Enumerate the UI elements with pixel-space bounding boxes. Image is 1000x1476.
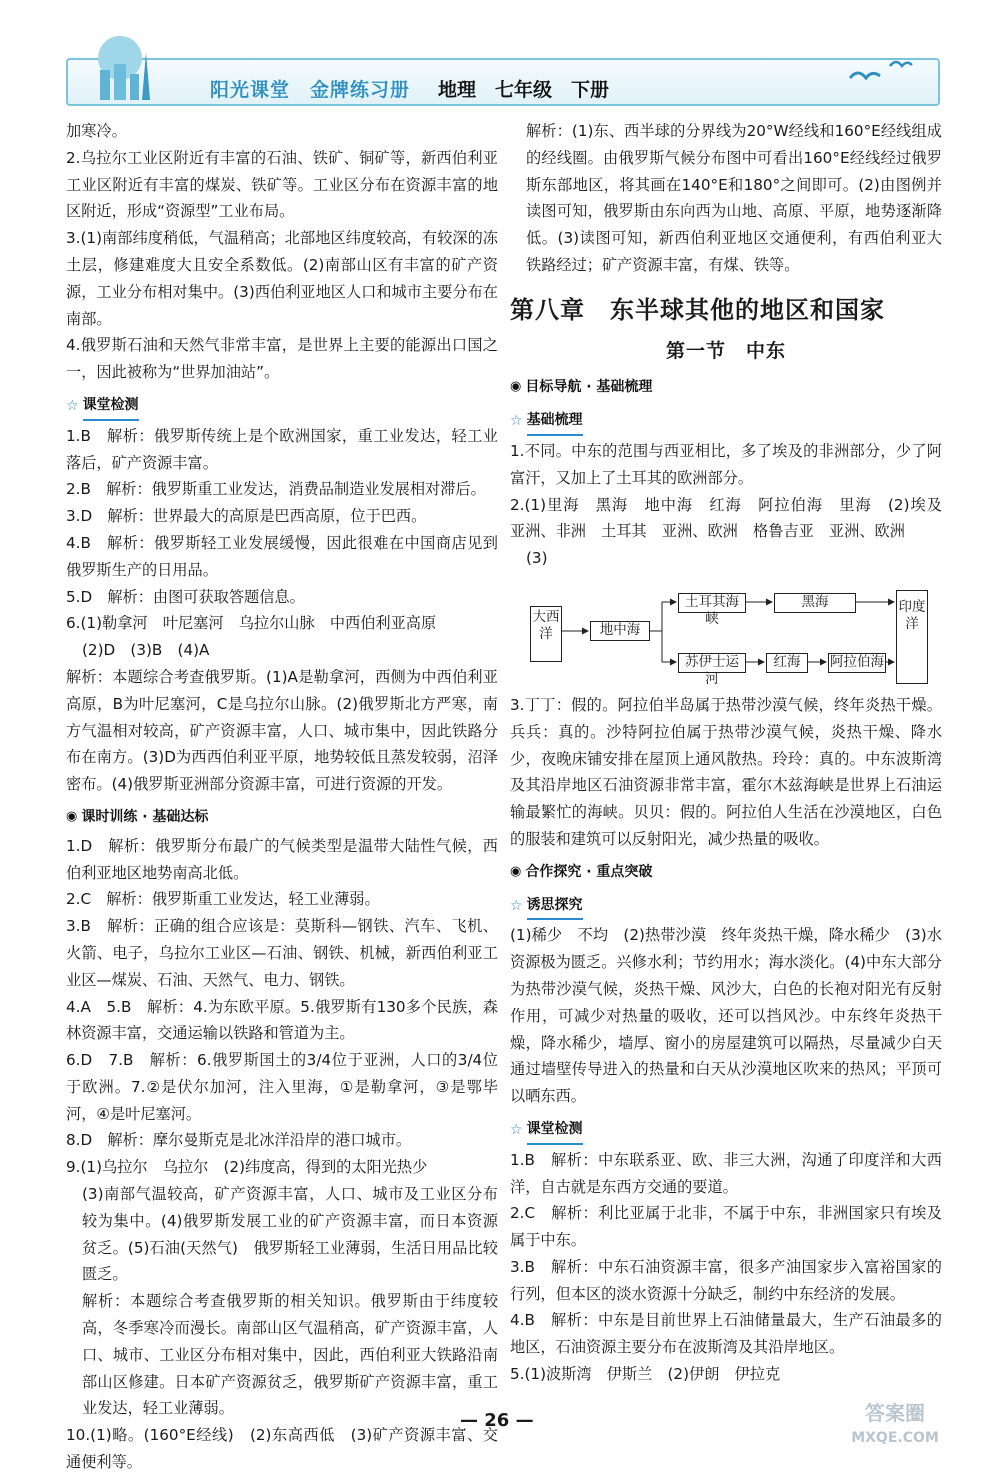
answer-text: 解析：(1)东、西半球的分界线为20°W经线和160°E经线组成的经线圈。由俄罗斯气候分布图中可看出160°E经线经过俄罗斯东部地区，将其画在140°E和180°之间即可。(2)由图例并读图可知，俄罗斯由东向西为山地、高原、平原，地势逐渐降低。(3)读图可知，新西伯利亚地区交通便利，有西伯利亚大铁路经过；矿产资源丰富，有煤、铁等。 bbox=[526, 122, 942, 274]
section-heading: ☆ 课堂检测 bbox=[66, 392, 498, 421]
answer-text: (2)D (3)B (4)A bbox=[82, 641, 210, 660]
section-heading: ◉ 课时训练 · 基础达标 bbox=[66, 804, 498, 831]
flow-node-atlantic: 大西洋 bbox=[530, 606, 562, 662]
answer-text: 2.B 解析：俄罗斯重工业发达，消费品制造业发展相对滞后。 bbox=[66, 480, 486, 499]
flow-node-suez-canal: 苏伊士运河 bbox=[678, 653, 746, 673]
answer-text: 2.(1)里海 黑海 地中海 红海 阿拉伯海 里海 (2)埃及 亚洲、非洲 土耳其 亚洲、欧洲 格鲁吉亚 亚洲、欧洲 bbox=[510, 495, 958, 541]
answer-text: 5.(1)波斯湾 伊斯兰 (2)伊朗 伊拉克 bbox=[510, 1365, 781, 1384]
route-flow-diagram bbox=[510, 576, 930, 686]
answer-text: 10.(1)略。(160°E经线) (2)东高西低 (3)矿产资源丰富、交通便利等。 bbox=[66, 1426, 498, 1472]
chapter-title: 第八章 东半球其他的地区和国家 bbox=[510, 295, 885, 324]
star-icon: ☆ bbox=[510, 413, 523, 430]
answer-text: 3.丁丁：假的。阿拉伯半岛属于热带沙漠气候，终年炎热干燥。兵兵：真的。沙特阿拉伯属于热带沙漠气候，炎热干燥、降水少，夜晚床铺安排在屋顶上通风散热。玲玲：真的。中东波斯湾及其沿岸地区石油资源非常丰富，霍尔木兹海峡是世界上石油运输最繁忙的海峡。贝贝：假的。阿拉伯人生活在沙漠地区，白色的服装和建筑可以反射阳光，减少热量的吸收。 bbox=[510, 695, 942, 848]
brand-title bbox=[210, 75, 410, 102]
star-icon: ☆ bbox=[66, 397, 79, 414]
answer-text: 4.俄罗斯石油和天然气非常丰富，是世界上主要的能源出口国之一，因此被称为“世界加油站”。 bbox=[66, 336, 498, 382]
page-number: — 26 — bbox=[460, 1410, 534, 1431]
answer-text: 1.B 解析：俄罗斯传统上是个欧洲国家，重工业发达，轻工业落后，矿产资源丰富。 bbox=[66, 426, 498, 472]
section-heading: ◉ 合作探究 · 重点突破 bbox=[510, 859, 942, 886]
answer-text: 1.B 解析：中东联系亚、欧、非三大洲，沟通了印度洋和大西洋，自古就是东西方交通的要道。 bbox=[510, 1150, 942, 1196]
lighthouse-decoration bbox=[80, 30, 230, 102]
answer-text: 2.乌拉尔工业区附近有丰富的石油、铁矿、铜矿等，新西伯利亚工业区附近有丰富的煤炭、铁矿等。工业区分布在资源丰富的地区附近，形成“资源型”工业布局。 bbox=[66, 148, 498, 221]
answer-text: 4.B 解析：俄罗斯轻工业发展缓慢，因此很难在中国商店见到俄罗斯生产的日用品。 bbox=[66, 533, 498, 579]
book-icon: ◉ bbox=[510, 863, 522, 879]
answer-text: 6.(1)勒拿河 叶尼塞河 乌拉尔山脉 中西伯利亚高原 bbox=[66, 614, 437, 633]
answer-text: 4.A 5.B 解析：4.为东欧平原。5.俄罗斯有130多个民族，森林资源丰富，交通运输以铁路和管道为主。 bbox=[66, 997, 498, 1043]
section-heading: ◉ 目标导航 · 基础梳理 bbox=[510, 374, 942, 401]
answer-text: (3) bbox=[526, 549, 548, 568]
answer-text: 2.C 解析：俄罗斯重工业发达，轻工业薄弱。 bbox=[66, 890, 380, 909]
section-heading: ☆ 课堂检测 bbox=[510, 1116, 942, 1145]
watermark-logo bbox=[820, 1390, 970, 1450]
flow-node-turkish-straits: 土耳其海峡 bbox=[678, 593, 746, 613]
flow-node-indian-ocean: 印度洋 bbox=[896, 590, 928, 684]
flow-node-black-sea: 黑海 bbox=[774, 593, 856, 613]
svg-text:MXQE.COM: MXQE.COM bbox=[851, 1430, 939, 1446]
book-icon: ◉ bbox=[66, 808, 78, 824]
svg-text:答案圈: 答案圈 bbox=[865, 1401, 925, 1425]
answer-text: 1.D 解析：俄罗斯分布最广的气候类型是温带大陆性气候，西伯利亚地区地势南高北低。 bbox=[66, 836, 498, 882]
star-icon: ☆ bbox=[510, 1121, 523, 1138]
section-title: 第一节 中东 bbox=[665, 339, 786, 362]
answer-text: 解析：本题综合考查俄罗斯的相关知识。俄罗斯由于纬度较高，冬季寒冷而漫长。南部山区气温稍高，矿产资源丰富，人口、城市、工业区分布相对集中，因此，西伯利亚大铁路沿南部山区修建。日本矿产资源贫乏，俄罗斯矿产资源丰富，重工业发达，轻工业薄弱。 bbox=[82, 1292, 498, 1418]
section-heading: ☆ 诱思探究 bbox=[510, 892, 942, 921]
answer-text: 5.D 解析：由图可获取答题信息。 bbox=[66, 587, 305, 606]
answer-text: 6.D 7.B 解析：6.俄罗斯国土的3/4位于亚洲，人口的3/4位于欧洲。7.②是伏尔加河，注入里海，①是勒拿河，③是鄂毕河，④是叶尼塞河。 bbox=[66, 1051, 498, 1123]
answer-text: 3.(1)南部纬度稍低，气温稍高；北部地区纬度较高，有较深的冻土层，修建难度大且安全系数低。(2)南部山区有丰富的矿产资源，工业分布相对集中。(3)西伯利亚地区人口和城市主要分布在南部。 bbox=[66, 229, 498, 328]
flow-node-arabian-sea: 阿拉伯海 bbox=[828, 653, 886, 673]
left-column bbox=[66, 118, 498, 1476]
answer-text: 2.C 解析：利比亚属于北非，不属于中东，非洲国家只有埃及属于中东。 bbox=[510, 1204, 942, 1250]
answer-text: 3.D 解析：世界最大的高原是巴西高原，位于巴西。 bbox=[66, 507, 427, 526]
section-heading: ☆ 基础梳理 bbox=[510, 407, 942, 436]
flow-node-red-sea: 红海 bbox=[766, 653, 808, 673]
answer-text: (1)稀少 不均 (2)热带沙漠 终年炎热干燥，降水稀少 (3)水资源极为匮乏。兴修水利；节约用水；海水淡化。(4)中东大部分为热带沙漠气候，炎热干燥、风沙大，白色的长袍对阳光有反射作用，可减少对热量的吸收，还可以挡风沙。中东终年炎热干燥，降水稀少，墙厚、窗小的房屋建筑可以隔热，尽量减少白天通过墙壁传导进入的热量和白天从沙漠地区吹来的热风；平顶可以晒东西。 bbox=[510, 926, 942, 1106]
answer-text: 8.D 解析：摩尔曼斯克是北冰洋沿岸的港口城市。 bbox=[66, 1131, 412, 1150]
book-icon: ◉ bbox=[510, 379, 522, 395]
star-icon: ☆ bbox=[510, 897, 523, 914]
subject-title: 地理 七年级 下册 bbox=[438, 79, 610, 101]
birds-icon bbox=[840, 48, 930, 88]
answer-text: 加寒冷。 bbox=[66, 122, 127, 140]
brand-name-2: 金牌练习册 bbox=[310, 79, 411, 101]
answer-text: 解析：本题综合考查俄罗斯。(1)A是勒拿河，西侧为中西伯利亚高原，B为叶尼塞河，C是乌拉尔山脉。(2)俄罗斯北方严寒，南方气温相对较高，矿产资源丰富，人口、城市集中，因此铁路分布在南方。(3)D为西西伯利亚平原，地势较低且蒸发较弱，沼泽密布。(4)俄罗斯亚洲部分资源丰富，可进行资源的开发。 bbox=[66, 667, 498, 794]
answer-text: 3.B 解析：正确的组合应该是：莫斯科—钢铁、汽车、飞机、火箭、电子，乌拉尔工业区—石油、钢铁、机械，新西伯利亚工业区—煤炭、石油、天然气、电力、钢铁。 bbox=[66, 917, 498, 989]
answer-text: 3.B 解析：中东石油资源丰富，很多产油国家步入富裕国家的行列，但本区的淡水资源十分缺乏，制约中东经济的发展。 bbox=[510, 1257, 942, 1303]
answer-text: 4.B 解析：中东是目前世界上石油储量最大，生产石油最多的地区，石油资源主要分布在波斯湾及其沿岸地区。 bbox=[510, 1311, 942, 1357]
flow-node-mediterranean: 地中海 bbox=[590, 621, 650, 641]
answer-text: 9.(1)乌拉尔 乌拉尔 (2)纬度高，得到的太阳光热少 bbox=[66, 1158, 428, 1177]
answer-text: 1.不同。中东的范围与西亚相比，多了埃及的非洲部分，少了阿富汗，又加上了土耳其的欧洲部分。 bbox=[510, 441, 942, 487]
brand-name-1: 阳光课堂 bbox=[210, 79, 291, 101]
answer-text: (3)南部气温较高，矿产资源丰富，人口、城市及工业区分布较为集中。(4)俄罗斯发展工业的矿产资源丰富，而日本资源贫乏。(5)石油(天然气) 俄罗斯轻工业薄弱，生活日用品比较匮乏。 bbox=[82, 1185, 498, 1284]
right-column bbox=[510, 118, 958, 1388]
